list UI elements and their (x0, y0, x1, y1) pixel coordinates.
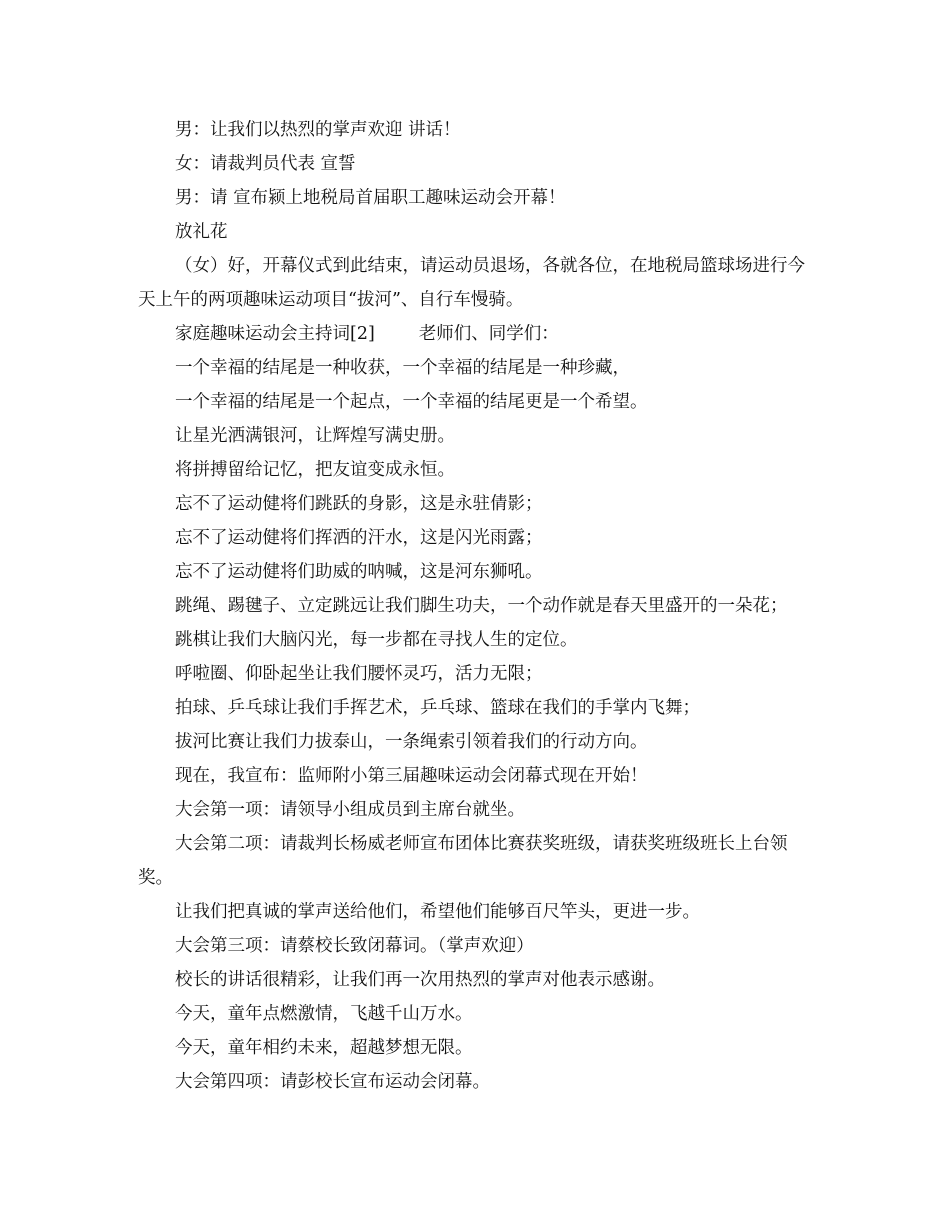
paragraph: 一个幸福的结尾是一个起点，一个幸福的结尾更是一个希望。 (175, 392, 648, 412)
paragraph: 今天，童年点燃激情，飞越千山万水。 (175, 1004, 473, 1024)
paragraph: 一个幸福的结尾是一种收获，一个幸福的结尾是一种珍藏， (175, 358, 630, 378)
section-title: 家庭趣味运动会主持词[2] (175, 324, 375, 344)
paragraph: 跳棋让我们大脑闪光，每一步都在寻找人生的定位。 (175, 630, 578, 650)
greeting: 老师们、同学们： (418, 324, 559, 344)
paragraph: 放礼花 (175, 222, 228, 242)
paragraph: 大会第三项：请蔡校长致闭幕词。（掌声欢迎） (175, 936, 534, 956)
paragraph: 跳绳、踢毽子、立定跳远让我们脚生功夫，一个动作就是春天里盛开的一朵花； (175, 596, 788, 616)
paragraph: 忘不了运动健将们助威的呐喊，这是河东狮吼。 (175, 562, 543, 582)
paragraph: 校长的讲话很精彩，让我们再一次用热烈的掌声对他表示感谢。 (175, 970, 665, 990)
paragraph: 忘不了运动健将们挥洒的汗水，这是闪光雨露； (175, 528, 543, 548)
paragraph: 现在，我宣布：监师附小第三届趣味运动会闭幕式现在开始！ (175, 766, 648, 786)
paragraph: 今天，童年相约未来，超越梦想无限。 (175, 1038, 473, 1058)
paragraph: 男：让我们以热烈的掌声欢迎 讲话！ (175, 120, 461, 140)
paragraph: 大会第二项：请裁判长杨威老师宣布团体比赛获奖班级，请获奖班级班长上台领奖。 (138, 834, 788, 888)
paragraph: 拔河比赛让我们力拔泰山，一条绳索引领着我们的行动方向。 (175, 732, 648, 752)
paragraph: 大会第一项：请领导小组成员到主席台就坐。 (175, 800, 525, 820)
paragraph: 女：请裁判员代表 宣誓 (175, 154, 356, 174)
paragraph: 呼啦圈、仰卧起坐让我们腰怀灵巧，活力无限； (175, 664, 543, 684)
paragraph: 拍球、乒乓球让我们手挥艺术，乒乓球、篮球在我们的手掌内飞舞； (175, 698, 700, 718)
paragraph: 让星光洒满银河，让辉煌写满史册。 (175, 426, 455, 446)
paragraph: 将拼搏留给记忆，把友谊变成永恒。 (175, 460, 455, 480)
paragraph: 男：请 宣布颍上地税局首届职工趣味运动会开幕！ (175, 188, 566, 208)
paragraph: 忘不了运动健将们跳跃的身影，这是永驻倩影； (175, 494, 543, 514)
document-body (138, 113, 818, 1099)
section-heading-line (138, 317, 818, 351)
paragraph: （女）好，开幕仪式到此结束，请运动员退场，各就各位，在地税局篮球场进行今天上午的两项趣味运动项目“拔河”、自行车慢骑。 (138, 256, 805, 310)
paragraph: 大会第四项：请彭校长宣布运动会闭幕。 (175, 1072, 490, 1092)
paragraph: 让我们把真诚的掌声送给他们，希望他们能够百尺竿头，更进一步。 (175, 902, 700, 922)
